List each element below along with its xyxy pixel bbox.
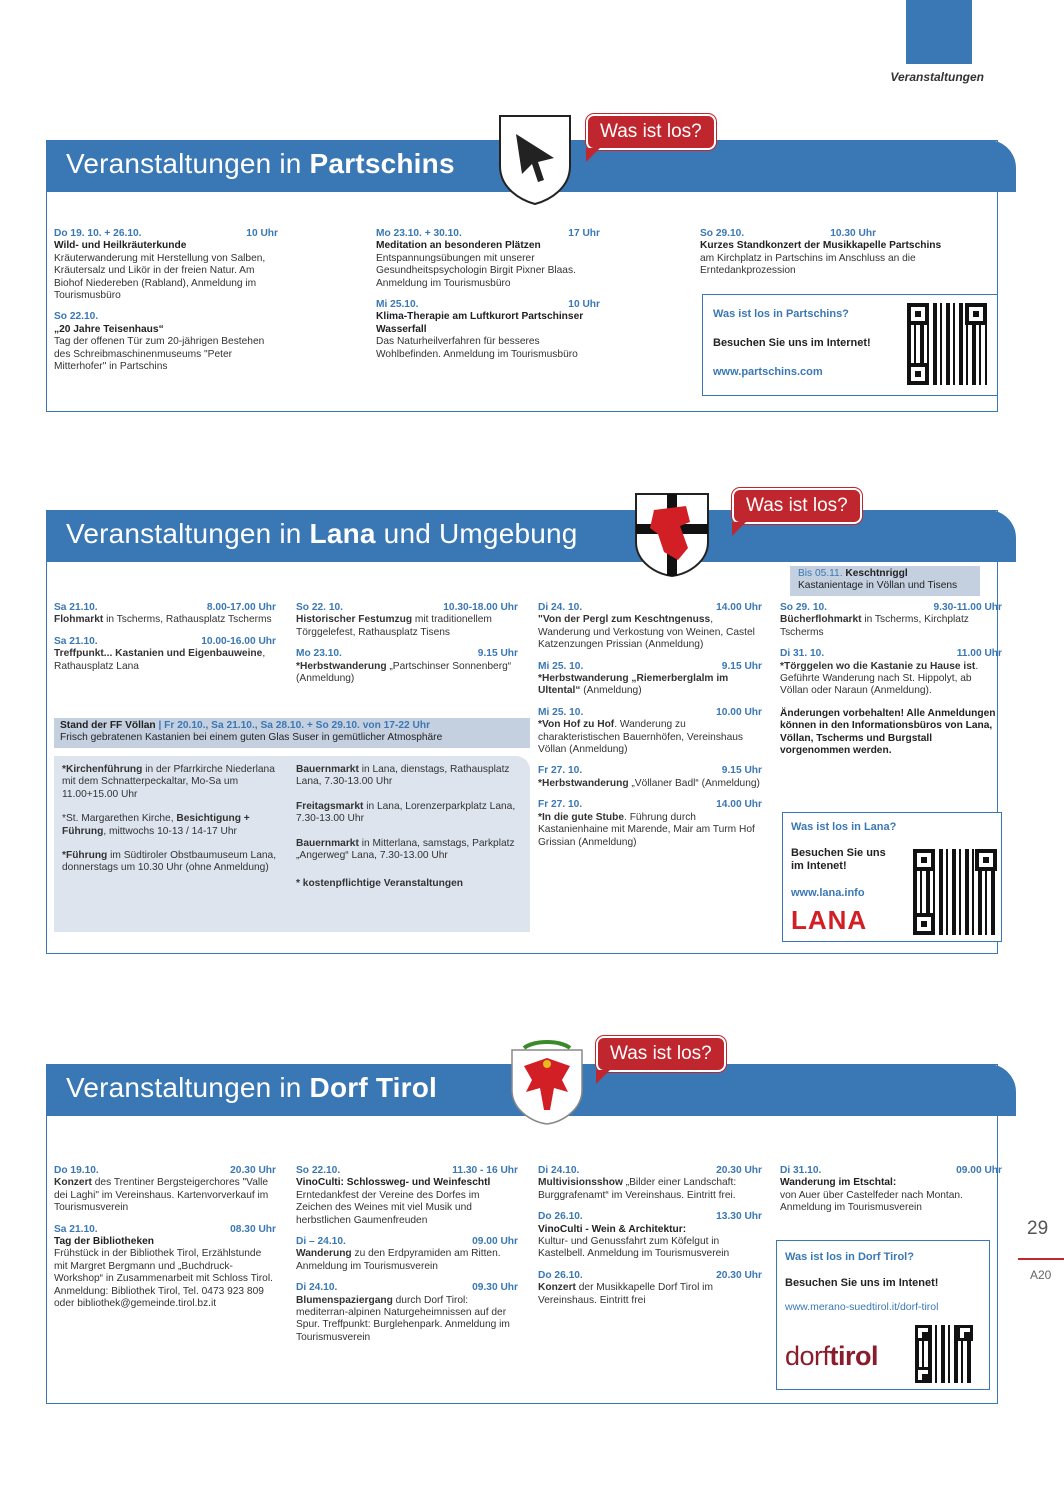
event: Mi 25. 10. 10.00 Uhr *Von Hof zu Hof. Wanderung zu charakteristischen Bauernhöfen, Vereinshaus Völlan (Anmeldung) xyxy=(538,706,762,756)
lana-panel-right xyxy=(296,764,518,891)
partschins-info-box xyxy=(702,294,998,396)
event: Di – 24.10. 09.00 Uhr Wanderung zu den Erdpyramiden am Ritten. Anmeldung im Tourismusverein xyxy=(296,1236,518,1272)
tirol-info-visit: Besuchen Sie uns im Intenet! xyxy=(785,1277,939,1289)
tirol-was-ist-los-bubble: Was ist los? xyxy=(596,1036,726,1072)
page-number: 29 xyxy=(1027,1218,1049,1239)
lana-stand-ff-voellan: Stand der FF Völlan | Fr 20.10., Sa 21.10., Sa 28.10. + So 29.10. von 17-22 Uhr Frisch gebratenen Kastanien bei einem guten Glas Suser in gemütlicher Atmosphäre xyxy=(54,718,530,748)
partschins-title: Veranstaltungen in Partschins xyxy=(66,148,455,179)
partschins-info-visit: Besuchen Sie uns im Internet! xyxy=(713,337,871,349)
lana-was-ist-los-bubble: Was ist los? xyxy=(732,488,862,524)
event: So 22.10. 11.30 - 16 Uhr VinoCulti: Schlossweg- und Weinfeschtl Erntedankfest der Vereine des Dorfes im Zeichen des Weines mit viel Musik und herbstlichen Gaumenfreuden xyxy=(296,1165,518,1226)
partschins-col-2 xyxy=(376,228,600,370)
panel-item: Freitagsmarkt in Lana, Lorenzerparkplatz Lana, 7.30-13.00 Uhr xyxy=(296,800,516,825)
partschins-website-link[interactable]: www.partschins.com xyxy=(713,366,823,378)
lana-col-3 xyxy=(538,602,762,858)
event: Di 24.10. 20.30 Uhr Multivisionsshow „Bilder einer Landschaft: Burggrafenamt“ im Vereinshaus. Eintritt frei. xyxy=(538,1165,762,1201)
event: Mi 25.10. 10 Uhr Klima-Therapie am Luftkurort Partschinser Wasserfall Das Naturheilverfahren für besseres Wohlbefinden. Anmeldung im Tourismusbüro xyxy=(376,299,600,360)
event: Do 26.10. 13.30 Uhr VinoCulti - Wein & Architektur: Kultur- und Genussfahrt zum Köfelgut in Kastelbell. Anmeldung im Tourismusverein xyxy=(538,1211,762,1260)
event: Do 19. 10. + 26.10. 10 Uhr Wild- und Heilkräuterkunde Kräuterwanderung mit Herstellung von Salben, Kräutersalz und Likör in der freien Natur. Am Biohof Niedereben (Rabland), Anmeldung im Tourismusbüro xyxy=(54,228,278,302)
partschins-was-ist-los-bubble: Was ist los? xyxy=(586,114,716,150)
tirol-col-1 xyxy=(54,1165,276,1319)
tirol-info-box xyxy=(776,1240,990,1390)
tirol-title: Veranstaltungen in Dorf Tirol xyxy=(66,1072,438,1103)
lana-info-visit: Besuchen Sie uns im Intenet! xyxy=(791,847,886,872)
tirol-qr-code-icon[interactable] xyxy=(915,1325,973,1383)
page-code: A20 xyxy=(1030,1268,1052,1282)
event: Fr 27. 10. 14.00 Uhr *In die gute Stube. Führung durch Kastanienhaine mit Marende, Mair am Turm Hof Grissian (Anmeldung) xyxy=(538,799,762,848)
dorftirol-logo-b: tirol xyxy=(829,1341,879,1371)
lana-logo: LANA xyxy=(791,905,868,935)
partschins-info-question: Was ist los in Partschins? xyxy=(713,308,849,320)
lana-coat-of-arms-icon xyxy=(634,492,710,578)
lana-keschtnriggl-tag: Bis 05.11. Keschtnriggl Kastanientage in Völlan und Tisens xyxy=(790,566,980,596)
panel-item: *St. Margarethen Kirche, Besichtigung + Führung, mittwochs 10-13 / 14-17 Uhr xyxy=(62,813,250,837)
panel-item: Bauernmarkt in Mitterlana, samstags, Parkplatz „Angerweg“ Lana, 7.30-13.00 Uhr xyxy=(296,837,515,862)
page-number-divider xyxy=(1018,1258,1064,1260)
panel-item: * kostenpflichtige Veranstaltungen xyxy=(296,878,463,890)
partschins-coat-of-arms-icon xyxy=(498,114,572,206)
event: Di 24.10. 09.30 Uhr Blumenspaziergang durch Dorf Tirol: mediterran-alpinen Naturgeheimnissen auf der Spur. Treffpunkt: Burglehenpark. Anmeldung im Tourismusverein xyxy=(296,1282,518,1343)
panel-item: Bauernmarkt in Lana, dienstags, Rathausplatz Lana, 7.30-13.00 Uhr xyxy=(296,764,510,788)
event: Mo 23.10. 9.15 Uhr *Herbstwanderung „Partschinser Sonnenberg“ (Anmeldung) xyxy=(296,648,518,685)
panel-item: *Führung im Südtiroler Obstbaumuseum Lana, donnerstags um 10.30 Uhr (ohne Anmeldung) xyxy=(62,850,277,874)
event: Do 26.10. 20.30 Uhr Konzert der Musikkapelle Dorf Tirol im Vereinshaus. Eintritt frei xyxy=(538,1269,762,1306)
event: Di 24. 10. 14.00 Uhr "Von der Pergl zum Keschtngenuss, Wanderung und Verkostung von Weinen, Castel Katzenzungen Prissian (Anmeldung) xyxy=(538,602,762,651)
lana-note: Änderungen vorbehalten! Alle Anmeldungen können in den Informationsbüros von Lana, Völlan, Tscherms und Burgstall vorgenommen werden. xyxy=(780,707,996,757)
lana-website-link[interactable]: www.lana.info xyxy=(791,887,865,899)
lana-qr-code-icon[interactable] xyxy=(913,849,997,935)
event: Di 31.10. 09.00 Uhr Wanderung im Etschtal: von Auer über Castelfeder nach Montan. Anmeldung im Tourismusverein xyxy=(780,1165,1002,1214)
event: So 22.10. „20 Jahre Teisenhaus“ Tag der offenen Tür zum 20-jährigen Bestehen des Schreibmaschinenmuseums "Peter Mitterhofer" in Partschins xyxy=(54,311,265,373)
tirol-col-3 xyxy=(538,1165,762,1316)
event: So 22. 10. 10.30-18.00 Uhr Historischer Festumzug mit traditionellem Törggelefest, Rathausplatz Tisens xyxy=(296,602,518,638)
lana-info-box xyxy=(782,812,1002,942)
section-label: Veranstaltungen xyxy=(890,70,984,84)
event: Sa 21.10. 08.30 Uhr Tag der Bibliotheken Frühstück in der Bibliothek Tirol, Erzählstunde mit Margret Bergmann und „Buchdruck-Workshop“ in Zusammenarbeit mit Schloss Tirol. Anmeldung: Bibliothek Tirol, Tel. 0473 923 809 oder bibliothek@gemeinde.tirol.bz.it xyxy=(54,1223,276,1310)
lana-info-question: Was ist los in Lana? xyxy=(791,821,897,833)
tirol-info-question: Was ist los in Dorf Tirol? xyxy=(785,1251,914,1263)
event: So 29. 10. 9.30-11.00 Uhr Bücherflohmarkt in Tscherms, Kirchplatz Tscherms xyxy=(780,602,1002,638)
event: Sa 21.10. 10.00-16.00 Uhr Treffpunkt... Kastanien und Eigenbauweine, Rathausplatz Lana xyxy=(54,635,276,672)
event: Mi 25. 10. 9.15 Uhr *Herbstwanderung „Riemerberglalm im Ultental“ (Anmeldung) xyxy=(538,660,762,697)
lana-title: Veranstaltungen in Lana und Umgebung xyxy=(66,518,578,549)
lana-header xyxy=(46,510,1016,562)
partschins-col-1 xyxy=(54,228,278,382)
panel-item: *Kirchenführung in der Pfarrkirche Niederlana mit dem Schnatterpeckaltar, Mo-Sa um 11.00+15.00 Uhr xyxy=(62,764,275,800)
event: So 29.10. 10.30 Uhr Kurzes Standkonzert der Musikkapelle Partschins am Kirchplatz in Partschins im Anschluss an die Erntedankprozession xyxy=(700,228,942,277)
tirol-col-4 xyxy=(780,1165,1002,1224)
event: Di 31. 10. 11.00 Uhr *Törggelen wo die Kastanie zu Hause ist. Geführte Wanderung nach St. Hippolyt, ab Völlan oder Naraun (Anmeldung). xyxy=(780,648,1002,697)
event: Do 19.10. 20.30 Uhr Konzert des Trentiner Bergsteigerchores "Valle dei Laghi" im Vereinshaus. Kartenvorverkauf im Tourismusverein xyxy=(54,1165,276,1214)
lana-panel-left xyxy=(62,764,280,875)
partschins-col-3 xyxy=(700,228,990,287)
tirol-col-2 xyxy=(296,1165,518,1353)
tirol-coat-of-arms-icon xyxy=(510,1040,584,1126)
page-tab-marker xyxy=(906,0,972,64)
event: Mo 23.10. + 30.10. 17 Uhr Meditation an besonderen Plätzen Entspannungsübungen mit unserer Gesundheitspsychologin Birgit Pixner Blaas. Anmeldung im Tourismusbüro xyxy=(376,228,600,289)
lana-col-1 xyxy=(54,602,276,682)
lana-col-4 xyxy=(780,602,1002,757)
tirol-website-link[interactable]: www.merano-suedtirol.it/dorf-tirol xyxy=(785,1301,939,1313)
event: Fr 27. 10. 9.15 Uhr *Herbstwanderung „Völlaner Badl“ (Anmeldung) xyxy=(538,765,762,789)
event: Sa 21.10. 8.00-17.00 Uhr Flohmarkt in Tscherms, Rathausplatz Tscherms xyxy=(54,602,276,626)
dorftirol-logo xyxy=(785,1341,878,1372)
lana-col-2 xyxy=(296,602,518,694)
partschins-qr-code-icon[interactable] xyxy=(907,303,987,385)
dorftirol-logo-a: dorf xyxy=(785,1341,830,1371)
